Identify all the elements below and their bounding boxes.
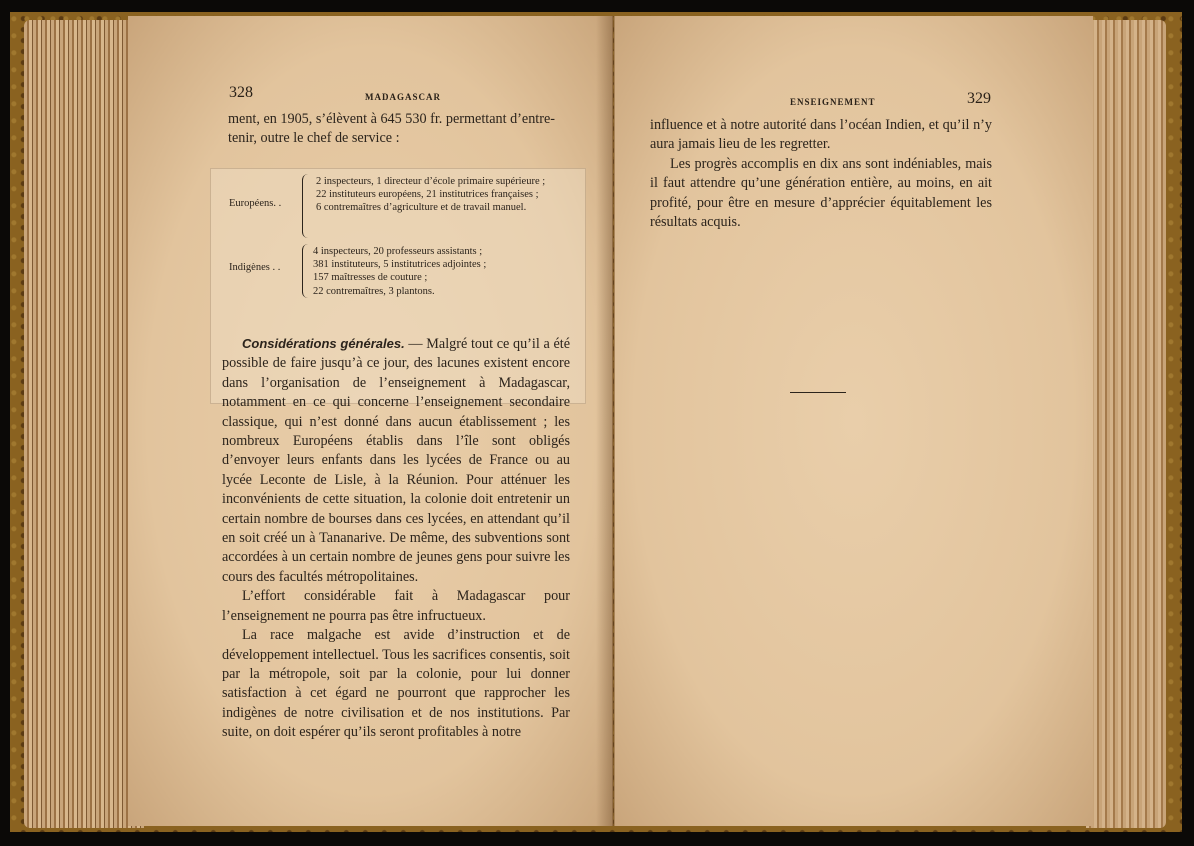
right-page-edges (1086, 20, 1166, 828)
left-page-number: 328 (229, 84, 253, 101)
left-page-edges (24, 20, 144, 828)
paragraph-progres: Les progrès accomplis en dix ans sont indéniables, mais il faut attendre qu’une génération entière, au moins, en ait profité, pour être en mesure d’apprécier équitablement les résultats acquis. (650, 155, 992, 231)
staff-entry: 157 maîtresses de couture ; (313, 272, 428, 284)
right-page-number: 329 (967, 90, 991, 107)
section-heading: Considérations générales. (242, 336, 405, 351)
staff-entry: 22 instituteurs européens, 21 institutrices françaises ; (316, 189, 539, 201)
paragraph-influence: influence et à notre autorité dans l’océan Indien, et qu’il n’y aura jamais lieu de les regretter. (650, 117, 992, 153)
indigenes-brace (302, 244, 309, 298)
left-body-text (222, 334, 570, 743)
section-end-rule (790, 392, 846, 393)
staff-entry: 6 contremaîtres d’agriculture et de travail manuel. (316, 202, 527, 214)
europeens-entries (316, 175, 572, 215)
staff-entry: 381 instituteurs, 5 institutrices adjointes ; (313, 259, 487, 271)
right-body-text (650, 116, 992, 232)
staff-entry: 2 inspecteurs, 1 directeur d’école primaire supérieure ; (316, 176, 546, 187)
paragraph-race: La race malgache est avide d’instruction et de développement intellectuel. Tous les sacrifices consentis, soit par la métropole, soit par la colonie, pour lui donner satisfaction à cet égard ne pourront que rapprocher les indigènes de notre civilisation et de nos institutions. Par suite, on doit espérer qu’ils seront profitables à notre (222, 627, 570, 741)
right-running-head: ENSEIGNEMENT (790, 97, 876, 107)
paragraph-considerations (222, 334, 570, 587)
indigenes-label: Indigènes . . (229, 262, 281, 273)
staff-entry: 4 inspecteurs, 20 professeurs assistants ; (313, 246, 483, 257)
intro-line: tenir, outre le chef de service : (228, 130, 400, 147)
paragraph-text: — Malgré tout ce qu’il a été possible de faire jusqu’à ce jour, des lacunes existent encore dans l’organisation de l’enseignement à Madagascar, notamment en ce qui concerne l’enseignement secondaire classique, qui n’est donné dans aucun établissement ; les nombreux Européens établis dans l’île sont obligés d’envoyer leurs enfants dans les lycées de France ou au lycée Leconte de Lisle, à la Réunion. Pour atténuer les inconvénients de cette situation, la colonie doit entretenir un certain nombre de bourses dans ces lycées, en attendant qu’il en soit créé un à Tananarive. De même, des subventions sont accordées à un certain nombre de jeunes gens pour suivre les cours des facultés métropolitaines. (222, 336, 571, 585)
left-running-head: MADAGASCAR (365, 92, 441, 102)
left-intro (228, 110, 578, 149)
intro-line: ment, en 1905, s’élèvent à 645 530 fr. permettant d’entre- (228, 111, 555, 127)
europeens-brace (302, 174, 309, 238)
staff-entry: 22 contremaîtres, 3 plantons. (313, 285, 435, 297)
paragraph-effort: L’effort considérable fait à Madagascar pour l’enseignement ne pourra pas être infructueux. (222, 588, 570, 624)
indigenes-entries (313, 245, 573, 298)
europeens-label: Européens. . (229, 198, 282, 209)
